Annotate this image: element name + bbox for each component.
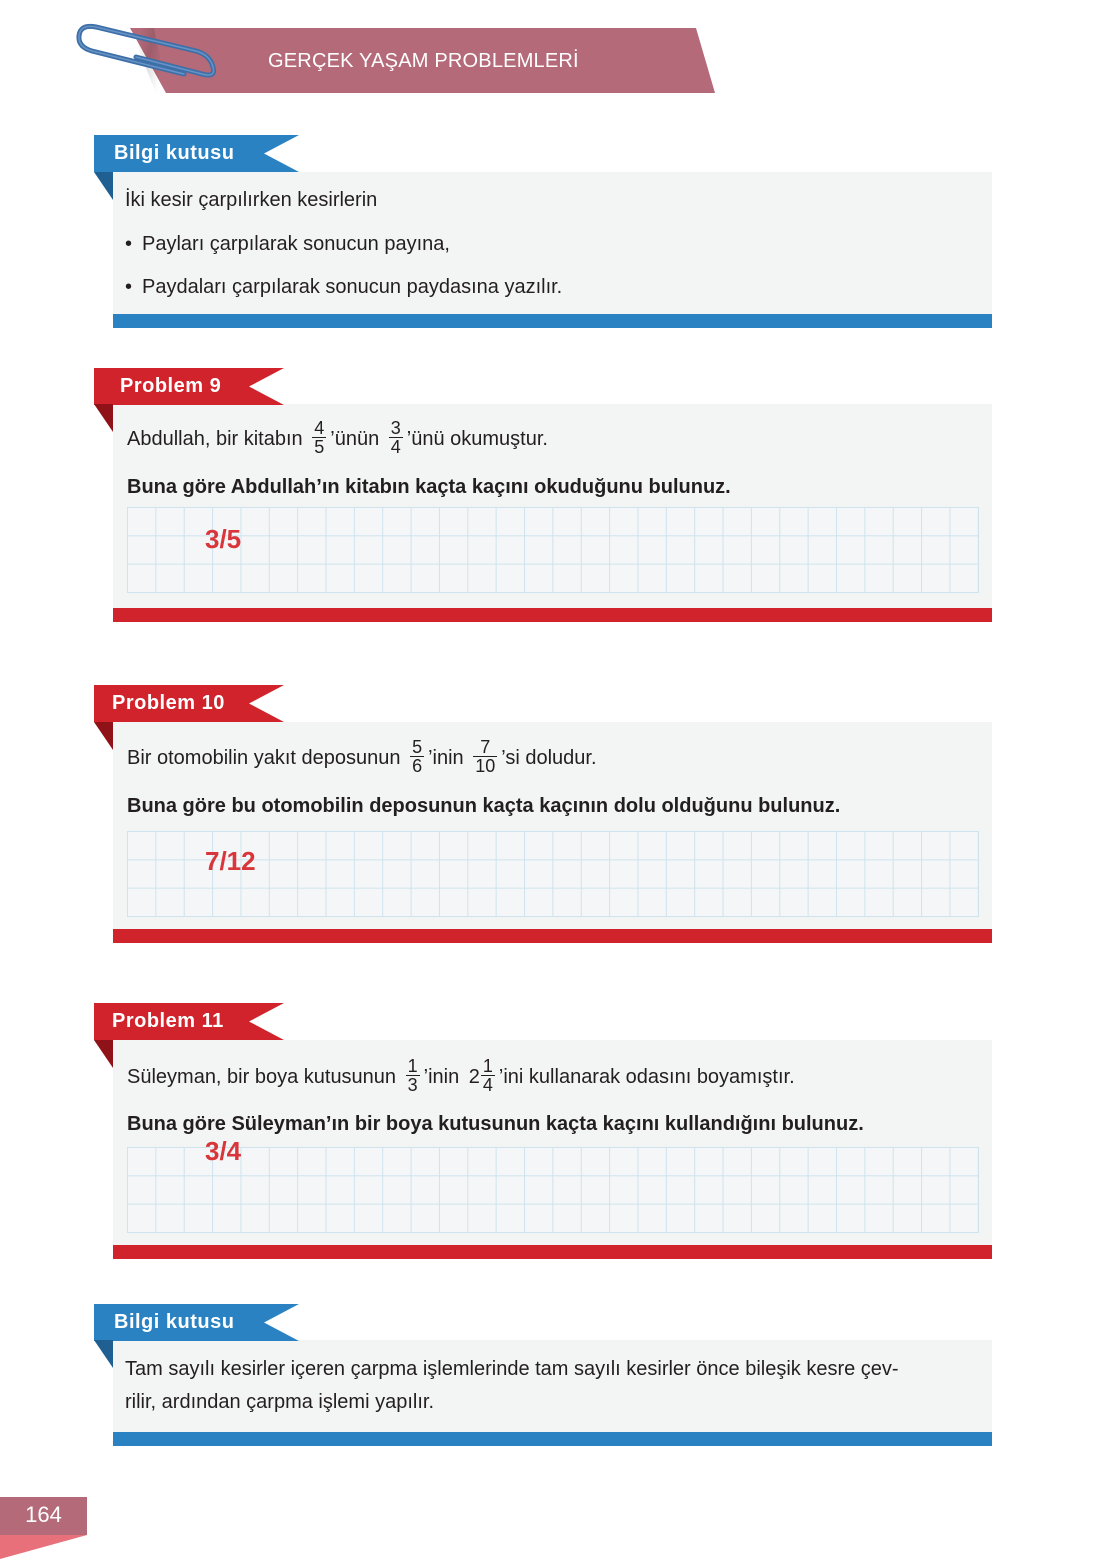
problem-box-bottom-bar xyxy=(113,1245,992,1259)
info-intro: İki kesir çarpılırken kesirlerin xyxy=(125,189,378,211)
page-number: 164 xyxy=(0,1497,87,1535)
problem-question: Buna göre Süleyman’ın bir boya kutusunun kaçta kaçını kullandığını bulunuz. xyxy=(127,1113,864,1135)
info-bullet: • Paydaları çarpılarak sonucun paydasına yazılır. xyxy=(125,276,563,298)
problem-question: Buna göre bu otomobilin deposunun kaçta kaçının dolu olduğunu bulunuz. xyxy=(127,795,841,817)
fraction: $\frac{4}{5}$ xyxy=(314,418,325,457)
tab-fold xyxy=(94,722,113,750)
fraction: $\frac{7}{10}$ xyxy=(475,737,496,776)
page-section-title: GERÇEK YAŞAM PROBLEMLERİ xyxy=(268,50,579,72)
page-number-tail xyxy=(0,1535,87,1559)
fraction: $\frac{3}{4}$ xyxy=(390,418,401,457)
mixed-number-whole: 2 xyxy=(468,1065,480,1088)
answer-grid[interactable] xyxy=(127,1147,979,1233)
problem-statement: Abdullah, bir kitabın $\frac{4}{5}$ ’ünün $\frac{3}{4}$ ’ünü okumuştur. xyxy=(127,418,548,457)
tab-fold xyxy=(94,1040,113,1068)
tab-fold xyxy=(94,172,113,200)
info-bullet: • Payları çarpılarak sonucun payına, xyxy=(125,233,450,255)
fraction: $\frac{5}{6}$ xyxy=(412,737,423,776)
bullet-dot: • xyxy=(125,233,133,255)
problem-title: Problem 11 xyxy=(112,1010,224,1032)
handwritten-answer: 3/5 xyxy=(205,524,242,554)
fraction: $\frac{1}{3}$ xyxy=(407,1056,418,1095)
problem-statement: Bir otomobilin yakıt deposunun $\frac{5}{6}$ ’inin $\frac{7}{10}$ ’si doludur. xyxy=(127,737,597,776)
handwritten-answer: 7/12 xyxy=(205,846,256,876)
info-line: Tam sayılı kesirler içeren çarpma işlemlerinde tam sayılı kesirler önce bileşik kesre çev- xyxy=(125,1358,899,1380)
info-box-title: Bilgi kutusu xyxy=(114,142,235,164)
problem-box-bottom-bar xyxy=(113,608,992,622)
problem-title: Problem 9 xyxy=(120,375,222,397)
fraction: $\frac{1}{4}$ xyxy=(482,1056,493,1095)
problem-statement: Süleyman, bir boya kutusunun $\frac{1}{3}$ ’inin 2 $\frac{1}{4}$ ’ini kullanarak odasını boyamıştır. xyxy=(127,1056,795,1095)
problem-question: Buna göre Abdullah’ın kitabın kaçta kaçını okuduğunu bulunuz. xyxy=(127,476,731,498)
info-box-title: Bilgi kutusu xyxy=(114,1311,235,1333)
info-box-bottom-bar xyxy=(113,314,992,328)
tab-fold xyxy=(94,404,113,432)
paperclip-icon xyxy=(74,22,224,92)
problem-box-bottom-bar xyxy=(113,929,992,943)
info-box-bottom-bar xyxy=(113,1432,992,1446)
handwritten-answer: 3/4 xyxy=(205,1136,242,1166)
problem-title: Problem 10 xyxy=(112,692,225,714)
info-line: rilir, ardından çarpma işlemi yapılır. xyxy=(125,1391,435,1413)
tab-fold xyxy=(94,1340,113,1368)
bullet-dot: • xyxy=(125,276,133,298)
answer-grid[interactable] xyxy=(127,507,979,593)
